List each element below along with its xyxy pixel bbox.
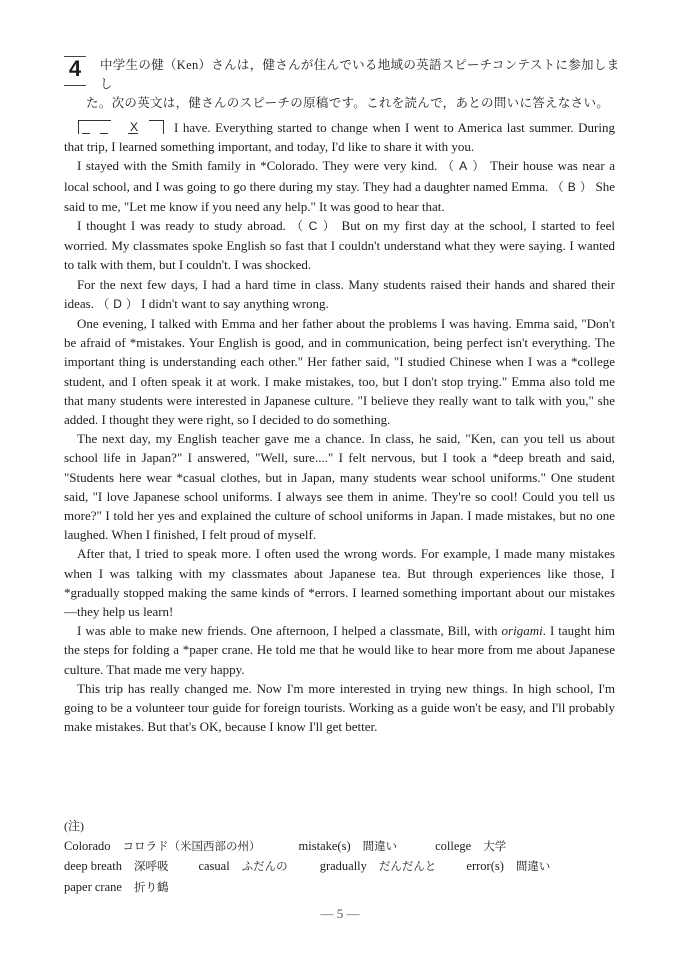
blank-d-label: D (113, 296, 122, 311)
note-item (435, 837, 506, 858)
paragraph-2-text-c: She said to me, "Let me know if you need any help." It was good to hear that. (64, 178, 615, 214)
note-item (198, 857, 287, 878)
intro-line-1: 中学生の健（Ken）さんは，健さんが住んでいる地域の英語スピーチコンテストに参加しまし (100, 58, 620, 91)
paragraph-1-text: I have. Everything started to change when I went to America last summer. During that trip, I learned something important, and today, I'd like to share it with you. (64, 120, 615, 155)
note-item (466, 857, 550, 878)
note-definition: 大学 (483, 840, 507, 853)
paragraph-2 (64, 156, 615, 216)
paragraph-7: After that, I tried to speak more. I often used the wrong words. For example, I made many mistakes when I was talking with my classmates about Japanese tea. But through experiences like those, I *gradually stopped making the same kinds of *errors. I learned something important about our mistakes—they help us learn! (64, 546, 615, 620)
paragraph-5: One evening, I talked with Emma and her father about the problems I was having. Emma said, "Don't be afraid of *mistakes. Your English is good, and in communication, being perfect isn't everything. The important thing is understanding each other." Her father said, "I studied Chinese when I was a *college student, and I often speak it at work. I make mistakes, too, but I don't stop trying." Emma also told me that many students were interested in Japanese culture. "I believe they really want to talk with you," she added. I thought they were right, so I decided to do something. (64, 316, 615, 428)
paragraph-3-text-b: But on my first day at the school, I started to feel worried. My classmates spoke English so fast that I couldn't understand what they were saying. I wanted to talk with them, but I couldn't. I was shocked. (64, 218, 615, 273)
notes-row (64, 837, 624, 858)
note-term: Colorado (64, 838, 111, 853)
notes-row (64, 857, 624, 878)
note-term: deep breath (64, 859, 122, 873)
note-term: mistake(s) (298, 838, 351, 853)
note-term: paper crane (64, 879, 122, 894)
question-number: 4 (64, 56, 86, 86)
blank-d: （ D ） (97, 296, 138, 311)
paragraph-6: The next day, my English teacher gave me a chance. In class, he said, "Ken, can you tell us about school life in Japan?" I answered, "Well, sure...." I felt nervous, but I took a *deep breath and said, "Students here wear *casual clothes, but in Japan, many students wear school uniforms." One student said, "I love Japanese school uniforms. I always see them in anime. They're so cool! Could you tell us more?" I told her yes and explained the culture of school uniforms in Japan. I made mistakes, but no one laughed. When I finished, I felt proud of myself. (64, 431, 615, 543)
note-definition: だんだんと (378, 861, 437, 873)
blank-c-label: C (308, 219, 318, 234)
note-item (64, 857, 168, 878)
blank-x-box (78, 120, 164, 134)
blank-a: （ A ） (441, 159, 486, 174)
paragraph-4-text-b: I didn't want to say anything wrong. (141, 295, 329, 311)
note-definition: 間違い (515, 861, 551, 873)
blank-b-label: B (567, 179, 576, 194)
notes-title: (注) (64, 819, 84, 833)
intro-line-2: た。次の英文は，健さんのスピーチの原稿です。これを読んで，あとの問いに答えなさい。 (86, 96, 610, 110)
speech-text (64, 118, 615, 737)
origami-word: origami (501, 623, 543, 639)
note-item (299, 837, 398, 858)
paragraph-2-text-a: I stayed with the Smith family in *Colorado. They were very kind. (77, 158, 438, 174)
paragraph-2-text-b: Their house was near a local school, and I was going to go there during my stay. They had a daughter named Emma. (64, 158, 615, 194)
notes-row (64, 878, 624, 899)
paragraph-9: This trip has really changed me. Now I'm more interested in trying new things. In high school, I'm going to be a volunteer tour guide for foreign tourists. Working as a guide won't be easy, and I'll probably make mistakes. But that's OK, because I know I'll get better. (64, 680, 615, 735)
paragraph-8-text-a: I was able to make new friends. One afternoon, I helped a classmate, Bill, with (77, 623, 498, 639)
note-term: casual (198, 859, 230, 873)
paragraph-4-text-a: For the next few days, I had a hard time in class. Many students raised their hands and shared their ideas. (64, 276, 615, 311)
paragraph-8-text-b: . I taught him the steps for folding a *paper crane. He told me that he would like to hear more from me about Japanese culture. That made me very happy. (64, 623, 616, 677)
blank-b: （ B ） (551, 179, 593, 194)
paragraph-8 (64, 621, 615, 679)
note-item (64, 837, 261, 858)
note-definition: 深呼吸 (133, 861, 169, 873)
note-term: error(s) (466, 859, 504, 873)
paragraph-4 (64, 275, 615, 314)
note-item (64, 878, 168, 899)
question-intro (86, 56, 624, 113)
paragraph-1 (64, 118, 615, 156)
vocabulary-notes (64, 817, 624, 898)
paragraph-3 (64, 216, 615, 275)
question-header (64, 56, 624, 113)
notes-rows (64, 837, 624, 899)
note-definition: 間違い (362, 840, 398, 853)
note-term: gradually (319, 859, 367, 873)
paragraph-3-text-a: I thought I was ready to study abroad. (77, 218, 286, 234)
note-definition: コロラド（米国西部の州） (122, 840, 261, 853)
note-definition: 折り鶴 (133, 881, 169, 894)
note-term: college (435, 838, 472, 853)
page-number: — 5 — (320, 906, 360, 921)
blank-c: （ C ） (290, 219, 337, 234)
blank-a-label: A (459, 159, 468, 174)
blank-x-label: X (130, 120, 139, 134)
note-definition: ふだんの (241, 861, 288, 873)
note-item (320, 857, 437, 878)
